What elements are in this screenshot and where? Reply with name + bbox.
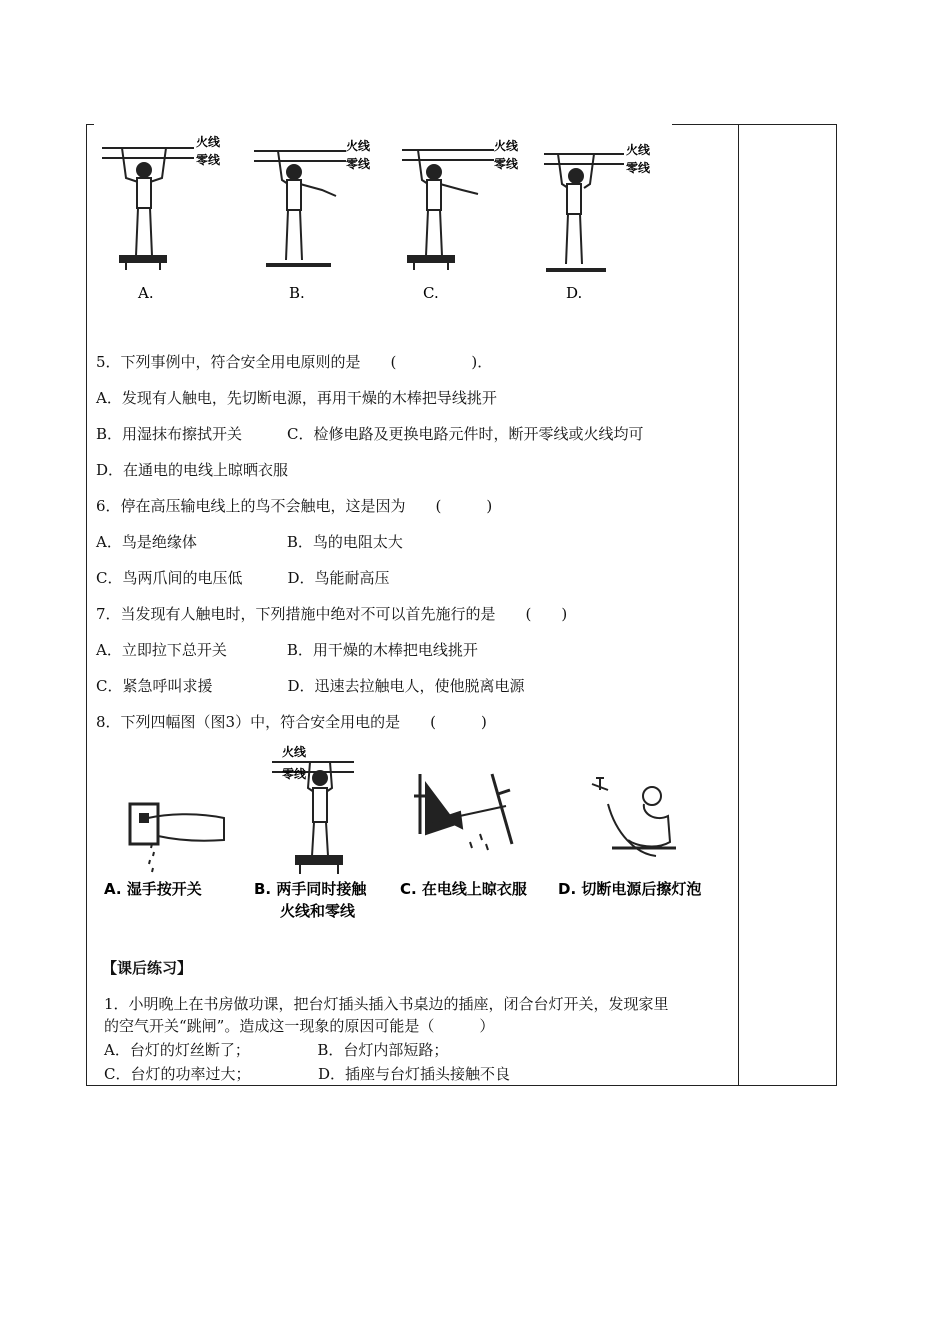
q8-wire-neutral-label: 零线 [282, 767, 307, 781]
figure-option-d: D. [566, 284, 583, 302]
question-5-option-a: A．发现有人触电，先切断电源，再用干燥的木棒把导线挑开 [96, 389, 497, 407]
figure-3-safety-scenes [96, 744, 736, 934]
table-right-border [836, 124, 837, 1086]
question-6-stem: 6．停在高压输电线上的鸟不会触电，这是因为 ( ) [96, 497, 493, 515]
q8-wire-live-label: 火线 [282, 745, 307, 759]
figure-option-c: C. [423, 284, 439, 302]
question-7-stem: 7．当发现有人触电时，下列措施中绝对不可以首先施行的是 ( ) [96, 605, 568, 623]
question-8-stem: 8．下列四幅图（图3）中，符合安全用电的是 ( ) [96, 713, 487, 731]
q8-caption-d: D. 切断电源后擦灯泡 [558, 880, 702, 898]
wire-live-label-a: 火线 [196, 135, 221, 149]
q8-caption-a: A. 湿手按开关 [104, 880, 202, 898]
table-column-divider [738, 124, 739, 1086]
table-left-border [86, 124, 87, 1086]
wire-live-label-c: 火线 [494, 139, 519, 153]
table-top-border [672, 124, 837, 125]
homework-section-title: 【课后练习】 [102, 959, 193, 977]
question-5-stem: 5．下列事例中，符合安全用电原则的是 ( )． [96, 353, 493, 371]
question-5-option-d: D．在通电的电线上晾晒衣服 [96, 461, 289, 479]
question-7-option-ab: A．立即拉下总开关 B．用干燥的木棒把电线挑开 [96, 641, 478, 659]
homework-q1-option-cd: C．台灯的功率过大； D．插座与台灯插头接触不良 [104, 1065, 511, 1083]
question-6-option-ab: A．鸟是绝缘体 B．鸟的电阻太大 [96, 533, 403, 551]
table-bottom-border [86, 1085, 837, 1086]
homework-q1-option-ab: A．台灯的灯丝断了； B．台灯内部短路； [104, 1041, 449, 1059]
q8-caption-b-line1: B. 两手同时接触 [254, 880, 367, 898]
wire-neutral-label-a: 零线 [196, 153, 221, 167]
wire-neutral-label-d: 零线 [626, 161, 651, 175]
question-7-option-cd: C．紧急呼叫求援 D．迅速去拉触电人，使他脱离电源 [96, 677, 525, 695]
homework-q1-line2: 的空气开关“跳闸”。造成这一现象的原因可能是（ ） [104, 1017, 495, 1035]
wire-live-label-b: 火线 [346, 139, 371, 153]
figure-option-a: A. [138, 284, 154, 302]
top-figure-electric-shock [96, 128, 686, 308]
wire-neutral-label-b: 零线 [346, 157, 371, 171]
q8-caption-b-line2: 火线和零线 [280, 902, 356, 920]
question-5-option-bc: B．用湿抹布擦拭开关 C．检修电路及更换电路元件时，断开零线或火线均可 [96, 425, 644, 443]
q8-caption-c: C. 在电线上晾衣服 [400, 880, 527, 898]
question-6-option-cd: C．鸟两爪间的电压低 D．鸟能耐高压 [96, 569, 390, 587]
homework-q1-line1: 1．小明晚上在书房做功课，把台灯插头插入书桌边的插座，闭合台灯开关，发现家里 [104, 995, 669, 1013]
wire-live-label-d: 火线 [626, 143, 651, 157]
table-top-left-tick [86, 124, 94, 125]
figure-option-b: B. [289, 284, 305, 302]
wire-neutral-label-c: 零线 [494, 157, 519, 171]
